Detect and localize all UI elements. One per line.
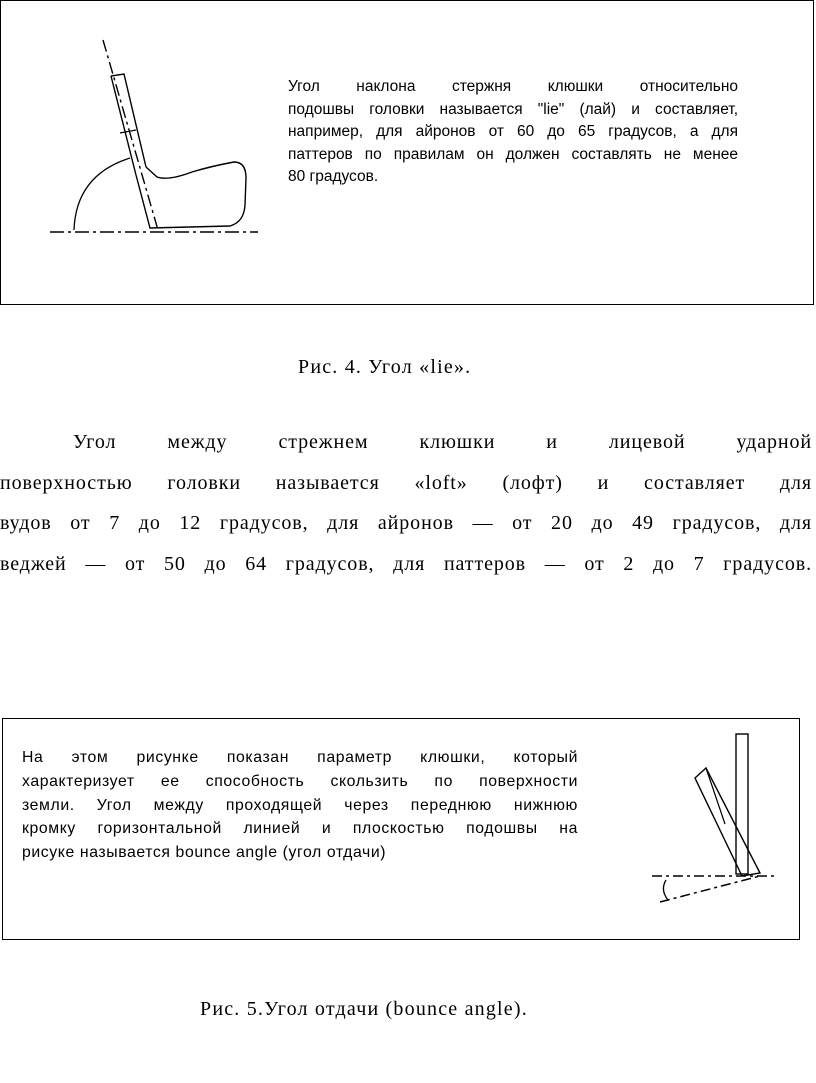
club-head	[136, 162, 246, 228]
figure-5-line: характеризует ее способность скользить по поверхности	[22, 772, 578, 790]
figure-4-line: например, для айронов от 60 до 65 градусов, а для	[288, 123, 738, 141]
figure-4-caption: Рис. 4. Угол «lie».	[298, 356, 472, 378]
figure-4-line: 80 градусов.	[288, 168, 379, 186]
bounce-angle-diagram	[630, 730, 800, 930]
sole-plane-line	[660, 876, 760, 902]
paragraph-line: веджей — от 50 до 64 градусов, для паттеров — от 2 до 7 градусов.	[0, 552, 812, 575]
wedge-head-inner	[706, 768, 725, 824]
shaft-ferrule	[120, 130, 136, 133]
figure-5-line: рисуке называется bounce angle (угол отдачи)	[22, 844, 387, 862]
paragraph-line: вудов от 7 до 12 градусов, для айронов — от 20 до 49 градусов, для	[0, 512, 812, 534]
paragraph-line: Угол между стрежнем клюшки и лицевой ударной	[73, 431, 812, 453]
figure-5-line: кромку горизонтальной линией и плоскостью подошвы на	[22, 820, 578, 838]
figure-4-line: паттеров по правилам он должен составлять не менее	[288, 145, 738, 163]
loft-paragraph	[0, 422, 812, 584]
shaft-axis-line	[103, 40, 158, 230]
figure-4-description	[288, 76, 738, 189]
paragraph-line: поверхностью головки называется «loft» (лофт) и составляет для	[0, 471, 812, 494]
figure-4-line: подошвы головки называется "lie" (лай) и составляет,	[288, 100, 738, 118]
lie-angle-arc	[74, 158, 130, 230]
bounce-angle-arc	[663, 880, 668, 900]
figure-5-caption: Рис. 5.Угол отдачи (bounce angle).	[200, 998, 528, 1020]
vertical-shaft	[736, 734, 748, 874]
wedge-head	[695, 768, 760, 876]
figure-5-description	[22, 746, 578, 865]
figure-5-line: На этом рисунке показан параметр клюшки, который	[22, 749, 578, 766]
figure-5-line: земли. Угол между проходящей через переднюю нижнюю	[22, 796, 578, 814]
figure-4-line: Угол наклона стержня клюшки относительно	[288, 78, 738, 95]
lie-angle-diagram	[0, 0, 300, 260]
